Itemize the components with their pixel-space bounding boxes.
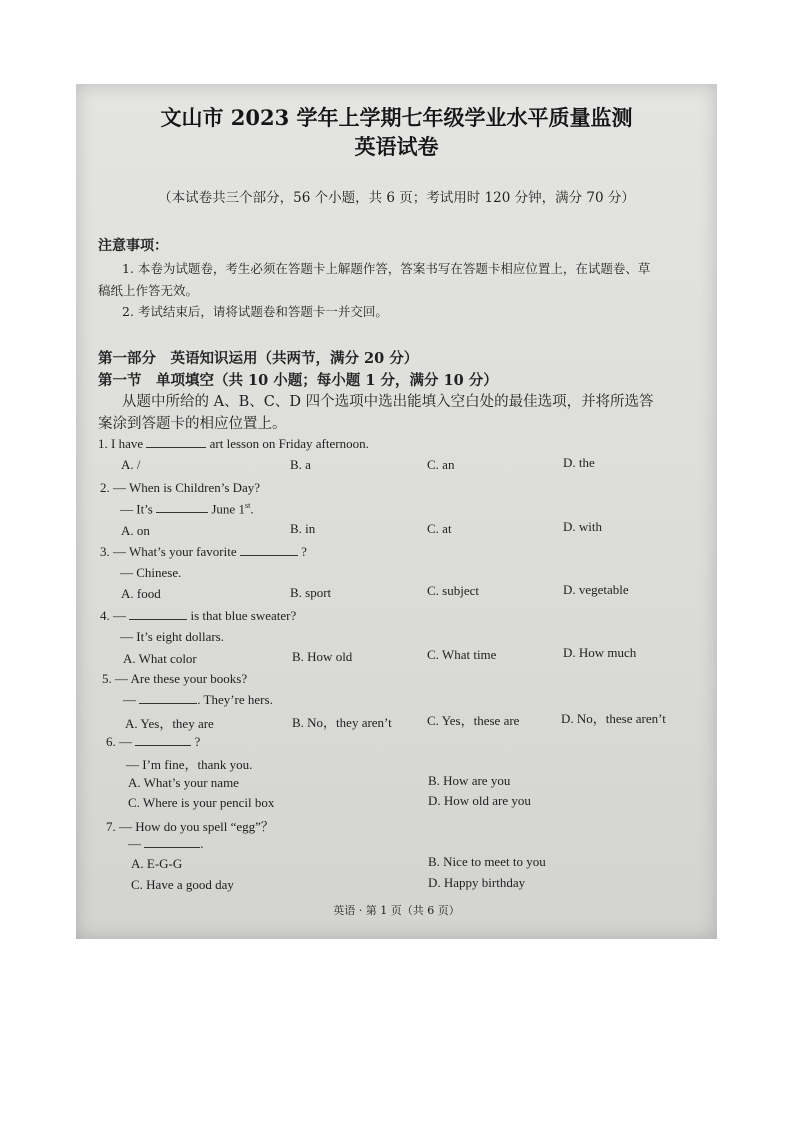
question-3-stem-end: ? [301, 544, 307, 559]
question-7: 7. — How do you spell “egg”？ [106, 819, 274, 834]
option-c: C. an [427, 457, 455, 472]
exam-title-line1: 文山市 2023 学年上学期七年级学业水平质量监测 [160, 105, 633, 130]
question-5-answer-end: . They’re hers. [197, 692, 273, 707]
question-6-stem-end: ? [194, 734, 201, 749]
question-6 [106, 734, 200, 750]
question-7-answer-line [128, 836, 204, 852]
exam-intro: （本试卷共三个部分，56 个小题，共 6 页；考试用时 120 分钟，满分 70 分） [158, 190, 635, 206]
answer-blank [135, 744, 191, 746]
section1-instruction-line1: 从题中所给的 A、B、C、D 四个选项中选出能填入空白处的最佳选项，并将所选答 [122, 394, 654, 410]
question-1-stem-end: art lesson on Friday afternoon. [209, 436, 369, 451]
option-c: C. subject [427, 583, 479, 598]
option-b: B. a [290, 457, 311, 472]
answer-blank [129, 618, 187, 620]
question-4-answer-line: — It’s eight dollars. [120, 629, 224, 644]
option-b: B. in [290, 521, 316, 536]
question-1-stem-start: 1. I have [98, 436, 144, 451]
option-b: B. Nice to meet to you [428, 854, 546, 869]
option-c: C. Have a good day [131, 877, 234, 892]
option-c: C. at [427, 521, 452, 536]
question-6-stem-start: 6. — [106, 734, 132, 749]
option-a: A. E-G-G [131, 856, 183, 871]
option-a: A. / [121, 457, 141, 472]
option-a: A. food [121, 586, 161, 601]
question-5-answer-line [123, 692, 273, 708]
answer-blank [146, 446, 206, 448]
option-a: A. on [121, 523, 150, 538]
question-2-answer-line [120, 501, 254, 517]
question-5: 5. — Are these your books? [102, 671, 248, 686]
answer-blank [240, 554, 298, 556]
option-d: D. How old are you [428, 793, 531, 808]
option-d: D. with [563, 519, 602, 534]
question-4-stem-end: is that blue sweater? [190, 608, 297, 623]
answer-blank [156, 511, 208, 513]
option-d: D. vegetable [563, 582, 629, 597]
page-footer: 英语 · 第 1 页（共 6 页） [333, 904, 460, 917]
question-4-stem-start: 4. — [100, 608, 126, 623]
question-4 [100, 608, 296, 624]
option-c: C. Yes，these are [427, 713, 520, 728]
section1-instruction-line2: 案涂到答题卡的相应位置上。 [98, 416, 287, 432]
option-a: A. What’s your name [128, 775, 239, 790]
option-c: C. Where is your pencil box [128, 795, 275, 810]
exam-title-line2: 英语试卷 [354, 134, 439, 159]
question-2-answer-end: June 1 [211, 501, 245, 517]
option-d: D. No，these aren’t [561, 711, 666, 726]
option-a: A. What color [123, 651, 197, 666]
note-item-1-line1: 1. 本卷为试题卷，考生必须在答题卡上解题作答，答案书写在答题卡相应位置上，在试题卷、草 [122, 261, 651, 276]
option-b: B. sport [290, 585, 332, 600]
exam-page [76, 84, 717, 939]
option-b: B. How are you [428, 773, 511, 788]
question-2-answer-start: — It’s [120, 501, 153, 517]
option-c: C. What time [427, 647, 497, 662]
question-7-answer-start: — [128, 836, 141, 851]
question-3-stem-start: 3. — What’s your favorite [100, 544, 237, 559]
superscript-st: st [244, 501, 251, 510]
answer-blank [139, 702, 197, 704]
note-item-2: 2. 考试结束后，请将试题卷和答题卡一并交回。 [122, 304, 388, 319]
question-7-answer-end: . [200, 836, 204, 851]
question-3 [100, 544, 307, 560]
option-d: D. the [563, 455, 595, 470]
question-6-answer-line: — I’m fine，thank you. [126, 757, 253, 772]
question-1 [98, 436, 369, 452]
question-2-period: . [250, 501, 254, 517]
option-a: A. Yes，they are [125, 716, 214, 731]
question-5-answer-start: — [123, 692, 136, 707]
note-item-1-line2: 稿纸上作答无效。 [98, 283, 199, 298]
notes-heading: 注意事项： [98, 238, 168, 254]
option-d: D. How much [563, 645, 637, 660]
option-d: D. Happy birthday [428, 875, 526, 890]
part1-heading: 第一部分 英语知识运用（共两节，满分 20 分） [98, 350, 419, 367]
question-3-answer-line: — Chinese. [120, 565, 182, 580]
section1-heading: 第一节 单项填空（共 10 小题；每小题 1 分，满分 10 分） [98, 372, 498, 389]
option-b: B. No，they aren’t [292, 715, 392, 730]
question-2: 2. — When is Children’s Day? [100, 480, 261, 495]
answer-blank [144, 846, 200, 848]
option-b: B. How old [292, 649, 353, 664]
